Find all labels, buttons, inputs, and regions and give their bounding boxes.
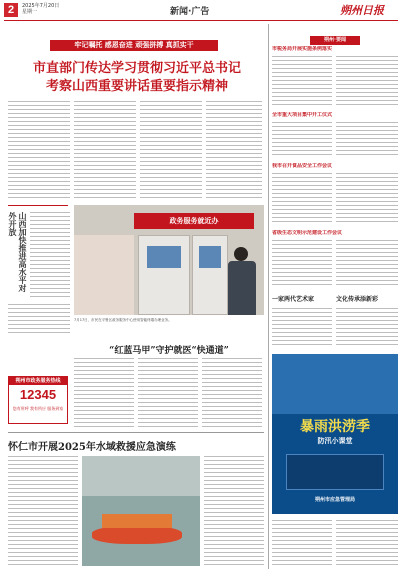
drill-col-2 [204,456,264,566]
sidebar-text-2 [8,304,70,336]
photo-wall [74,235,134,315]
lead-headline-1: 市直部门传达学习贯彻习近平总书记 [32,61,241,76]
drill-photo-rescuers [102,514,172,528]
drill-photo [82,456,200,566]
photo-person [228,261,256,315]
right-story-3-title: 我市召开食品安全工作会议 [272,163,333,169]
right-story-1-col-2 [336,56,398,106]
right-story-1-title: 市税务局开展实施条例落实 [272,46,333,52]
lead-headline-2: 考察山西重要讲话重要指示精神 [45,79,228,94]
newspaper-logo: 朔州日报 [340,4,384,17]
date-text: 2025年7月20日 [22,3,60,9]
feature-col-1 [74,358,134,428]
header-rule [4,20,398,21]
kiosk-screen-1 [147,246,181,268]
right-story-3-col-2 [336,173,398,223]
hotline-number: 12345 [19,387,57,402]
poem-heading-1: 一家两代艺术家 [272,296,315,303]
right-story-2-col-1 [272,122,332,158]
section-title: 新闻·广告 [170,7,210,17]
page-number: 2 [4,3,18,17]
right-bottom-col-1 [272,520,332,566]
drill-rule [8,432,264,433]
photo-caption: 7月17日，市民在平鲁区政务服务中心使用智能终端办理业务。 [74,318,172,322]
right-story-2-title: 全市重大项目集中开工仪式 [272,112,333,118]
weekday-text: 星期一 [22,9,38,15]
drill-photo-sky [82,456,200,496]
photo-kiosk-1 [138,235,190,315]
photo-sign: 政务服务就近办 [134,213,254,229]
flood-ad-footer: 朔州市应急管理局 [314,497,355,503]
right-story-2-col-2 [336,122,398,158]
poem-col-1 [272,308,332,348]
right-story-3-col-1 [272,173,332,223]
lead-col-3 [140,101,202,200]
sidebar-vertical-title: 山西加快推进高水平对外开放 [8,212,28,292]
lead-col-4 [206,101,262,200]
slogan-banner: 牢记嘱托 感恩奋进 顽强拼搏 真抓实干 [50,40,218,51]
flood-ad-sky [272,354,398,414]
hotline-title: 朔州市政务服务热线 [9,377,67,385]
drill-photo-boat [92,526,182,544]
photo-kiosk-2 [192,235,228,315]
right-bottom-col-2 [336,520,398,566]
flood-ad-title: 暴雨洪涝季 [300,419,370,435]
hotline-box [8,376,68,424]
right-story-4-title: 省级生态文明示范建设工作会议 [272,230,343,236]
feature-headline: “红蓝马甲”守护就医“快通道” [109,346,229,356]
drill-col-1 [8,456,78,566]
poem-heading-2: 文化传承添新彩 [336,296,379,303]
hotline-footer: 您有所呼 我有所应 服务到家 [12,406,64,411]
lead-col-1 [8,101,70,200]
kiosk-screen-2 [199,246,221,268]
feature-col-3 [202,358,262,428]
photo-person-head [234,247,248,261]
right-story-1-col-1 [272,56,332,106]
news-photo [74,205,264,315]
flood-ad-subtitle: 防汛小课堂 [317,437,353,445]
column-divider [268,24,269,569]
right-story-4-col-1 [272,240,332,288]
flood-ad [272,354,398,514]
sidebar-text [30,212,70,300]
drill-headline: 怀仁市开展2025年水域救援应急演练 [8,442,176,453]
issue-date [22,3,59,15]
lead-col-2 [74,101,136,200]
feature-col-2 [138,358,198,428]
right-column-label: 朔州·要闻 [310,36,360,45]
sidebar-rule [8,205,68,206]
right-story-4-col-2 [336,240,398,288]
poem-col-2 [336,308,398,348]
flood-ad-panel [286,454,384,490]
